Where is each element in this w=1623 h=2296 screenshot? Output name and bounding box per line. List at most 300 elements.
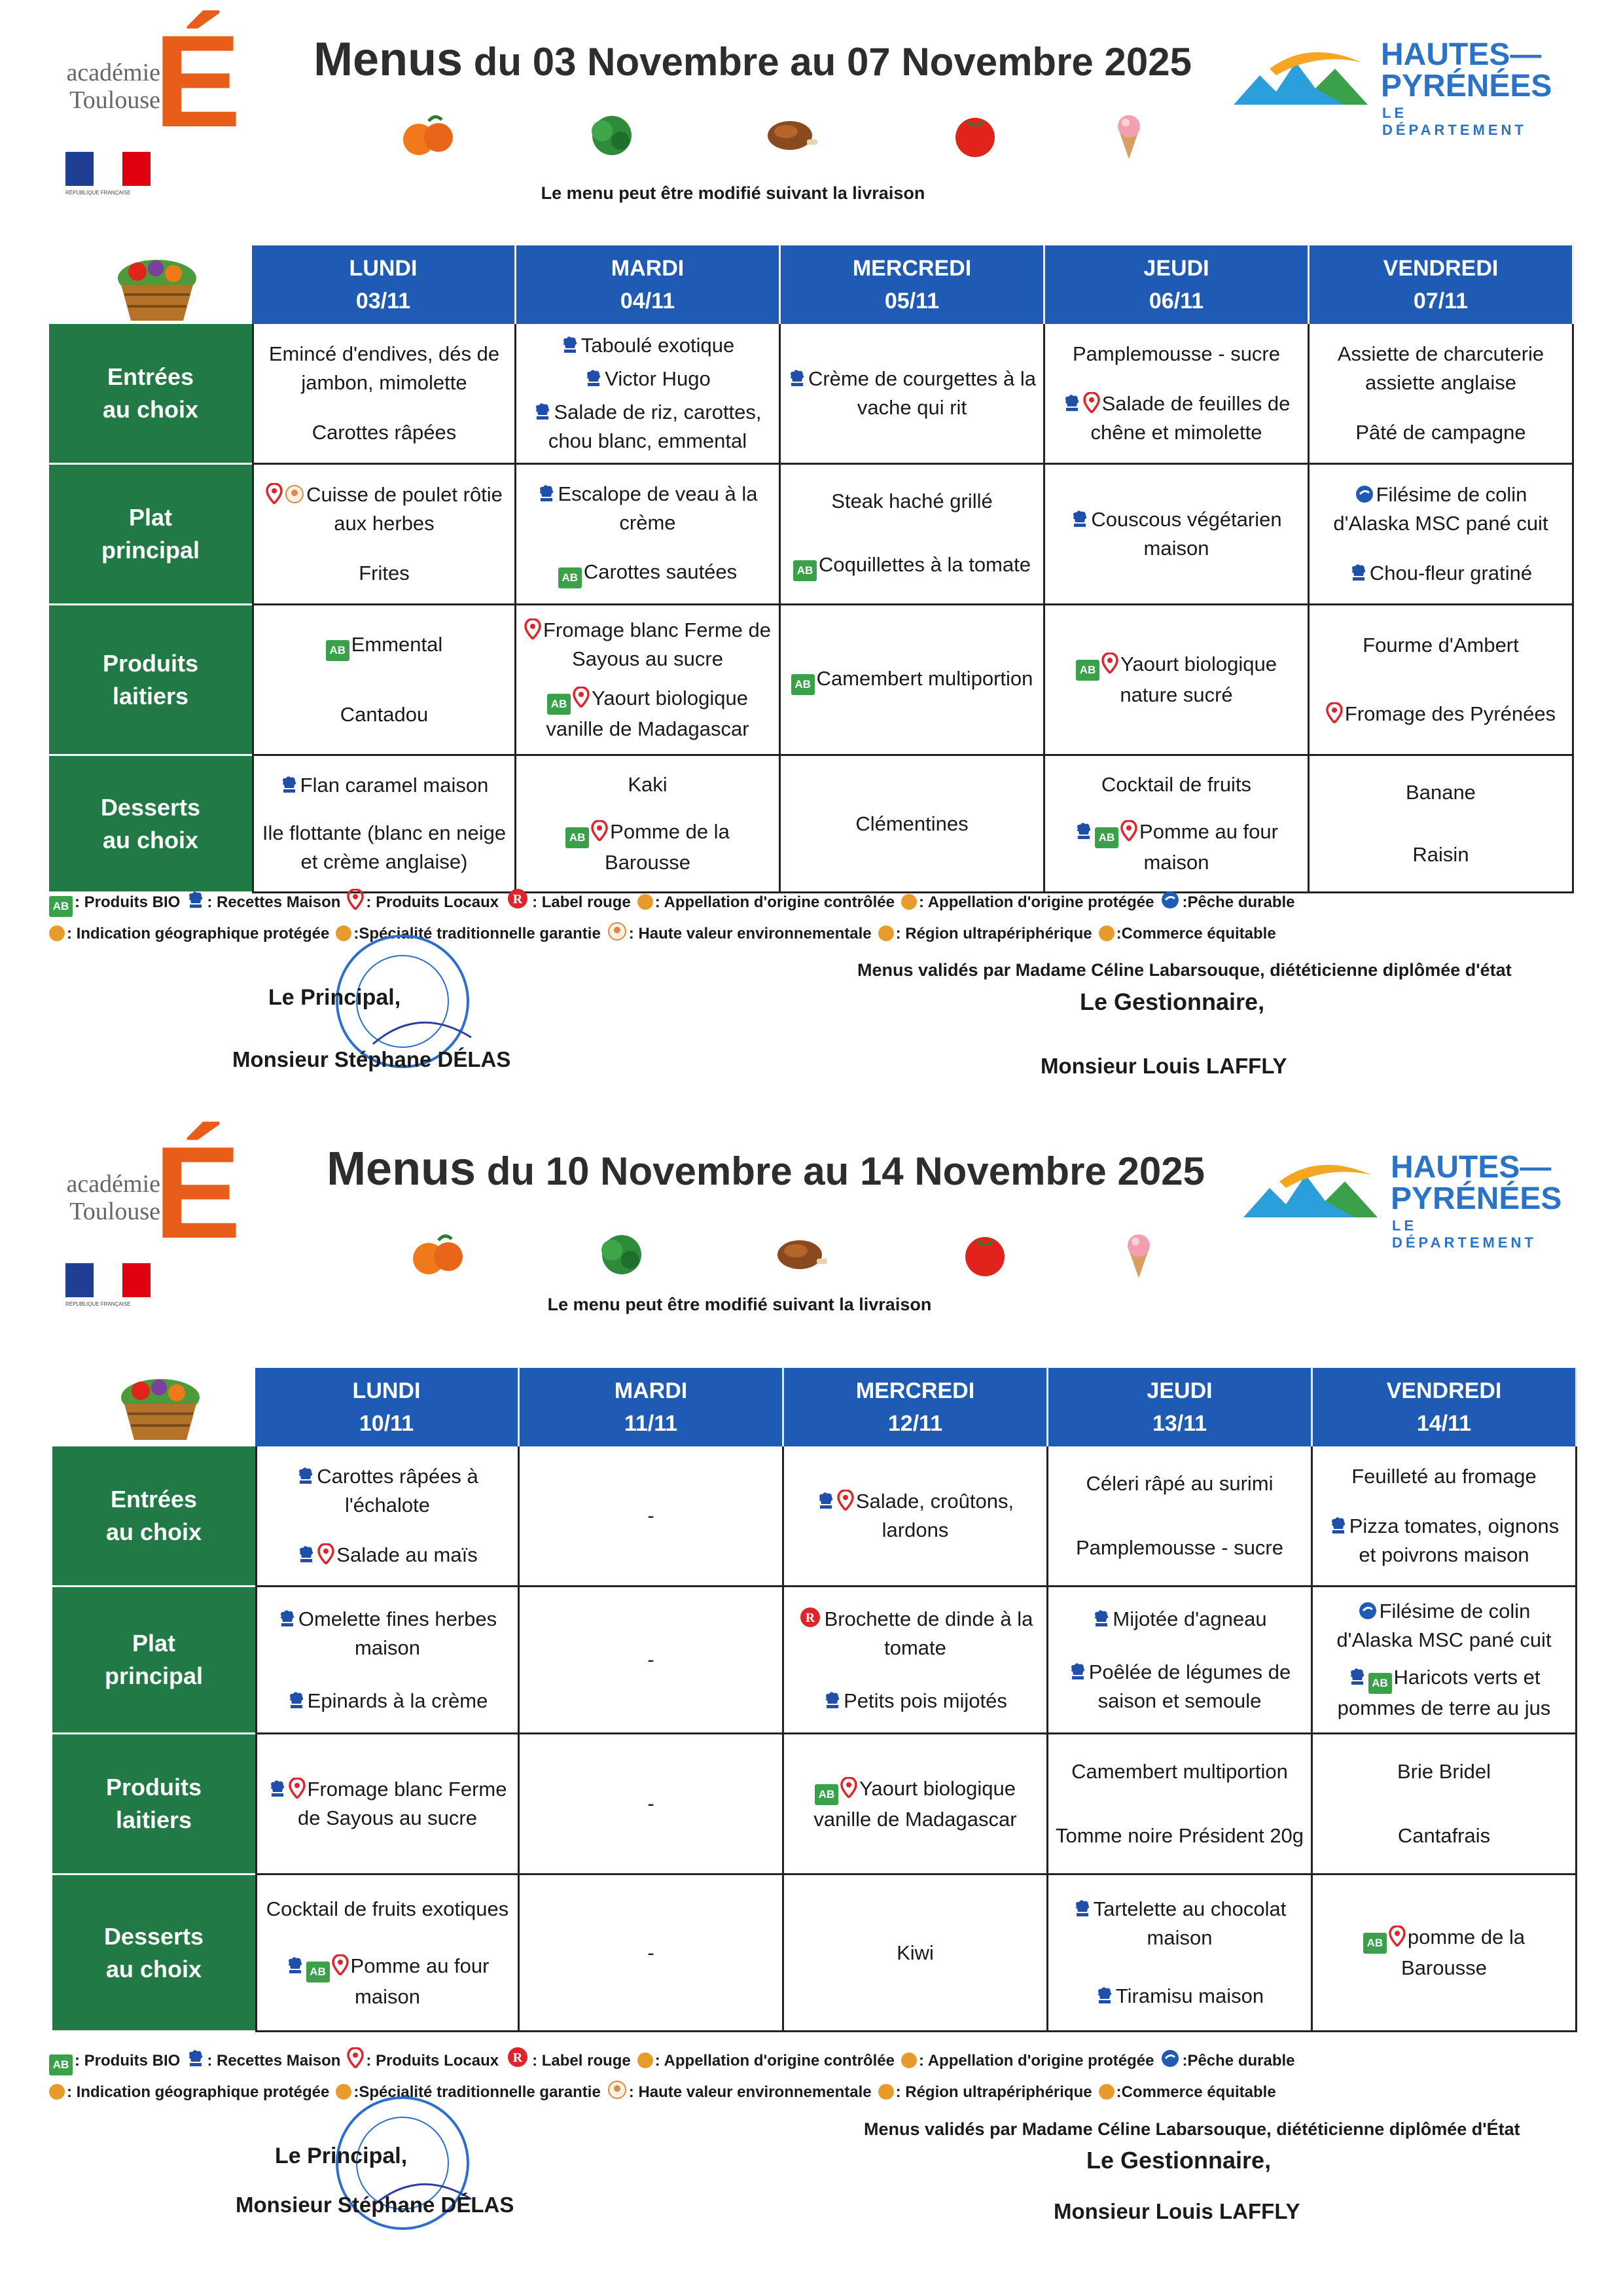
- menu-item-text: Carottes sautées: [583, 560, 738, 583]
- row-label-line: au choix: [102, 826, 199, 853]
- legend-text: :Commerce équitable: [1116, 2083, 1276, 2101]
- row-label-line: laitiers: [115, 1806, 192, 1833]
- day-date: 12/11: [887, 1411, 943, 1436]
- day-name: JEUDI: [1143, 256, 1209, 281]
- hve-icon: [285, 484, 304, 504]
- tomato-icon: [955, 1227, 1014, 1280]
- menu-row-desserts: [52, 1875, 1577, 2032]
- menu-item-text: Tiramisu maison: [1115, 1984, 1264, 2007]
- day-name: MARDI: [614, 1378, 688, 1403]
- menu-item: [1055, 1534, 1304, 1562]
- menu-item: [787, 550, 1037, 581]
- menu-item-text: Flan caramel maison: [300, 773, 489, 797]
- bio-label-icon: AB: [326, 640, 349, 661]
- menu-item-text: Haricots verts et pommes de terre au jus: [1337, 1666, 1551, 1720]
- legend-text: : Appellation d'origine protégée: [918, 893, 1154, 911]
- menu-item-text: Camembert multiportion: [816, 667, 1033, 690]
- menu-item-text: Tartelette au chocolat maison: [1093, 1897, 1287, 1950]
- menu-item: [1052, 340, 1301, 368]
- menu-item: [1055, 1757, 1304, 1786]
- homemade-chef-hat-icon: [788, 368, 806, 388]
- week-1: [0, 0, 1623, 1113]
- menu-item-text: Filésime de colin d'Alaska MSC pané cuit: [1336, 1599, 1552, 1651]
- menu-cell: [784, 1587, 1048, 1734]
- menu-item: [523, 331, 772, 360]
- row-label-line: Produits: [102, 649, 198, 677]
- legend-item-aoc: [637, 2052, 895, 2070]
- row-label-line: laitiers: [112, 682, 189, 709]
- legend-text: :Pêche durable: [1182, 893, 1295, 911]
- week-2: [0, 1113, 1623, 2225]
- menu-item-text: Kiwi: [897, 1941, 934, 1964]
- homemade-chef-hat-icon: [817, 1491, 835, 1511]
- validation-note: Menus validés par Madame Céline Labarsouque, diététicienne diplômée d'État: [864, 2119, 1520, 2139]
- local-product-pin-icon: [840, 1777, 857, 1798]
- local-product-pin-icon: [289, 1778, 306, 1799]
- menu-cell: [784, 1734, 1048, 1875]
- hve-icon: [607, 2080, 627, 2100]
- label-rouge-icon: [505, 888, 530, 910]
- menu-cell: [252, 605, 516, 756]
- day-header: [1045, 245, 1310, 324]
- day-name: VENDREDI: [1383, 256, 1499, 281]
- menu-cell: [781, 756, 1045, 893]
- legend-text: : Produits Locaux: [366, 893, 499, 911]
- legend: [49, 2045, 1574, 2108]
- menu-item-text: Yaourt biologique vanille de Madagascar: [546, 687, 749, 740]
- day-name: LUNDI: [352, 1378, 421, 1403]
- day-header: [516, 245, 781, 324]
- menu-item-text: Céleri râpé au surimi: [1086, 1472, 1274, 1495]
- day-date: 06/11: [1149, 289, 1204, 314]
- menu-item-text: Carottes râpées: [312, 421, 457, 444]
- menu-item: [260, 559, 508, 588]
- menu-item-text: Epinards à la crème: [307, 1689, 488, 1712]
- day-name: LUNDI: [349, 256, 418, 281]
- menu-item-text: Chou-fleur gratiné: [1369, 562, 1533, 584]
- label-badge-icon: [901, 894, 917, 910]
- sustainable-fishing-icon: [1358, 1601, 1378, 1621]
- menu-item-text: Brie Bridel: [1397, 1760, 1491, 1783]
- label-badge-icon: [878, 2084, 894, 2100]
- day-header: [520, 1368, 784, 1446]
- menu-cell: [252, 465, 516, 605]
- legend-item-aoc: [637, 893, 895, 911]
- bio-label-icon: AB: [791, 674, 815, 695]
- menu-item: [260, 630, 508, 661]
- vegetable-basket-icon: [111, 249, 203, 324]
- row-label: [52, 1446, 255, 1587]
- day-date: 03/11: [355, 289, 411, 314]
- menu-item-text: Pizza tomates, oignons et poivrons maison: [1349, 1515, 1560, 1566]
- bio-label-icon: AB: [815, 1784, 838, 1805]
- bio-label-icon: AB: [1095, 827, 1118, 848]
- bio-label-icon: AB: [1368, 1673, 1392, 1694]
- menu-cell: [1310, 756, 1574, 893]
- menu-item-text: Pamplemousse - sucre: [1072, 342, 1280, 365]
- legend-text: : Label rouge: [532, 893, 631, 911]
- menu-item: [526, 1501, 776, 1530]
- legend-item-bio: [49, 2052, 180, 2070]
- menu-item-text: Salade de feuilles de chêne et mimolette: [1090, 392, 1291, 444]
- day-header: [781, 245, 1045, 324]
- menu-cell: [252, 324, 516, 465]
- menu-item-text: Pamplemousse - sucre: [1075, 1536, 1283, 1559]
- local-product-pin-icon: [1101, 653, 1118, 673]
- row-label: [52, 1587, 255, 1734]
- legend-item-label_rouge: [505, 2052, 631, 2070]
- homemade-chef-hat-icon: [561, 335, 579, 355]
- menu-cell: [1313, 1875, 1577, 2032]
- day-header: [1313, 1368, 1577, 1446]
- republique-francaise-logo: RÉPUBLIQUE FRANÇAISE: [65, 152, 151, 207]
- menu-item-text: Salade de riz, carottes, chou blanc, emmental: [548, 400, 762, 452]
- hautes-pyrenees-logo: HAUTES— PYRÉNÉES LE DÉPARTEMENT: [1230, 39, 1531, 124]
- local-product-pin-icon: [837, 1490, 854, 1511]
- menu-item-text: Crème de courgettes à la vache qui rit: [808, 367, 1037, 419]
- bio-label-icon: AB: [1076, 660, 1099, 681]
- day-date: 13/11: [1152, 1411, 1207, 1436]
- menu-item: [526, 1939, 776, 1967]
- tomato-icon: [946, 108, 1005, 160]
- orange-icon: [399, 108, 458, 160]
- menu-cell: [1045, 605, 1310, 756]
- menu-cell: [516, 756, 781, 893]
- menu-item: [1319, 1462, 1569, 1491]
- menu-item: [264, 1952, 511, 2011]
- menu-row-entrees: [49, 324, 1574, 465]
- menu-item-text: Raisin: [1412, 843, 1469, 867]
- label-badge-icon: [637, 2053, 653, 2068]
- menu-item-text: Filésime de colin d'Alaska MSC pané cuit: [1333, 483, 1548, 535]
- legend-text: : Haute valeur environnementale: [628, 925, 872, 942]
- menu-item: [1319, 1757, 1569, 1786]
- row-label: [49, 605, 252, 756]
- homemade-chef-hat-icon: [1071, 509, 1089, 529]
- menu-item: [523, 365, 772, 393]
- menu-cell: [255, 1587, 520, 1734]
- menu-item: [1052, 389, 1301, 447]
- homemade-chef-hat-icon: [1329, 1516, 1347, 1535]
- page-title: Menus du 03 Novembre au 07 Novembre 2025: [313, 33, 1192, 86]
- day-header: [1310, 245, 1574, 324]
- menu-cell: [520, 1875, 784, 2032]
- row-label-line: Entrées: [107, 363, 194, 390]
- label-badge-icon: [49, 925, 65, 941]
- menu-item: [1055, 1469, 1304, 1498]
- menu-cell: [255, 1446, 520, 1587]
- menu-item: [523, 398, 772, 456]
- menu-cell: [781, 324, 1045, 465]
- homemade-chef-hat-icon: [1348, 1667, 1366, 1687]
- menu-row-entrees: [52, 1446, 1577, 1587]
- gestionnaire-title: Le Gestionnaire,: [1080, 988, 1265, 1015]
- menu-item: [1055, 1605, 1304, 1634]
- bio-label-icon: AB: [306, 1962, 330, 1982]
- legend-item-maison: [187, 893, 340, 911]
- legend-text: :Spécialité traditionnelle garantie: [353, 925, 601, 942]
- menu-item-text: Pomme au four maison: [1139, 820, 1278, 874]
- row-label: [49, 756, 252, 893]
- menu-item: [1319, 1512, 1569, 1570]
- menu-item: [1055, 1658, 1304, 1715]
- day-name: MARDI: [611, 256, 685, 281]
- local-product-pin-icon: [591, 820, 608, 841]
- day-date: 11/11: [624, 1411, 678, 1436]
- principal-title: Le Principal,: [275, 2144, 408, 2168]
- legend-item-hve: [607, 925, 872, 942]
- hve-icon: [607, 922, 627, 941]
- menu-row-plat: [49, 465, 1574, 605]
- sustainable-fishing-icon: [1160, 2049, 1180, 2068]
- row-label-line: au choix: [105, 1518, 202, 1545]
- menu-cell: [516, 605, 781, 756]
- label-badge-icon: [878, 925, 894, 941]
- menu-row-laitiers: [49, 605, 1574, 756]
- homemade-chef-hat-icon: [1073, 1899, 1092, 1918]
- menu-item: [1319, 1597, 1569, 1655]
- row-label: [49, 465, 252, 605]
- menu-item: [1055, 1982, 1304, 2011]
- menu-item-text: Clémentines: [855, 812, 969, 835]
- legend-item-maison: [187, 2052, 340, 2070]
- row-label: [49, 324, 252, 465]
- menu-item-text: Pomme au four maison: [350, 1954, 490, 2008]
- menu-cell: [781, 605, 1045, 756]
- label-badge-icon: [637, 894, 653, 910]
- homemade-chef-hat-icon: [278, 1609, 296, 1628]
- menu-item: [1052, 817, 1301, 877]
- day-date: 04/11: [620, 289, 675, 314]
- legend-item-peche: [1160, 893, 1294, 911]
- bio-label-icon: AB: [49, 896, 73, 917]
- row-label-line: Produits: [105, 1774, 202, 1801]
- legend-text: : Indication géographique protégée: [67, 925, 330, 942]
- local-product-pin-icon: [1120, 820, 1137, 841]
- legend-text: : Appellation d'origine contrôlée: [654, 2052, 895, 2070]
- legend-text: : Label rouge: [532, 2052, 631, 2070]
- menu-item: [791, 1687, 1040, 1715]
- menu-item-text: Coquillettes à la tomate: [819, 552, 1031, 576]
- roast-chicken-icon: [772, 1227, 831, 1280]
- menu-cell: [520, 1734, 784, 1875]
- ice-cream-icon: [1099, 108, 1158, 160]
- day-date: 14/11: [1416, 1411, 1472, 1436]
- legend-item-rup: [878, 2083, 1092, 2101]
- menu-item: [1319, 1923, 1569, 1982]
- menu-item: [1316, 559, 1565, 588]
- food-icons: [409, 1227, 1149, 1286]
- subtitle: Le menu peut être modifié suivant la livraison: [547, 1295, 932, 1314]
- homemade-chef-hat-icon: [296, 1466, 315, 1486]
- homemade-chef-hat-icon: [268, 1779, 287, 1799]
- menu-item: [791, 1605, 1040, 1662]
- menu-item: [260, 700, 508, 729]
- subtitle: Le menu peut être modifié suivant la livraison: [541, 183, 925, 203]
- legend-item-label_rouge: [505, 893, 631, 911]
- menu-item: [1052, 505, 1301, 563]
- menu-item: [526, 1789, 776, 1818]
- label-badge-icon: [1099, 925, 1115, 941]
- menu-item: [260, 480, 508, 538]
- menu-item-text: Emmental: [351, 633, 443, 656]
- menu-item-text: Brochette de dinde à la tomate: [824, 1607, 1033, 1659]
- menu-item: [791, 1487, 1040, 1545]
- legend-text: : Appellation d'origine contrôlée: [654, 893, 895, 911]
- legend-item-peche: [1160, 2052, 1294, 2070]
- menu-cell: [784, 1875, 1048, 2032]
- menu-row-plat: [52, 1587, 1577, 1734]
- menu-item-text: Yaourt biologique nature sucré: [1120, 653, 1277, 706]
- lettuce-icon: [592, 1227, 651, 1280]
- homemade-chef-hat-icon: [287, 1691, 306, 1710]
- row-label-line: Plat: [128, 504, 173, 531]
- bio-label-icon: AB: [1363, 1933, 1387, 1954]
- menu-item-text: Cocktail de fruits exotiques: [266, 1897, 509, 1920]
- legend-text: : Recettes Maison: [207, 2052, 341, 2070]
- local-product-pin-icon: [347, 889, 364, 910]
- homemade-chef-hat-icon: [537, 484, 556, 503]
- day-header: [1048, 1368, 1313, 1446]
- legend-text: : Produits BIO: [75, 2052, 181, 2070]
- legend-item-equitable: [1099, 925, 1276, 942]
- menu-cell: [1313, 1734, 1577, 1875]
- menu-item-text: Omelette fines herbes maison: [298, 1607, 497, 1659]
- row-label-line: Entrées: [110, 1486, 198, 1513]
- menu-item: [264, 1605, 511, 1662]
- legend-item-bio: [49, 893, 180, 911]
- legend-text: :Commerce équitable: [1116, 925, 1276, 942]
- menu-item-text: Frites: [359, 562, 410, 584]
- homemade-chef-hat-icon: [187, 2049, 205, 2068]
- menu-item: [264, 1687, 511, 1715]
- row-label-line: Desserts: [100, 793, 201, 821]
- menu-item-text: Kaki: [628, 773, 668, 796]
- menu-item: [1316, 700, 1565, 728]
- legend-item-locaux: [347, 893, 499, 911]
- menu-cell: [1045, 756, 1310, 893]
- homemade-chef-hat-icon: [187, 890, 205, 910]
- menu-item: [1052, 770, 1301, 799]
- menu-item-text: Ile flottante (blanc en neige et crème anglaise): [262, 821, 507, 874]
- menu-item: [260, 819, 508, 876]
- menu-cell: [1048, 1446, 1313, 1587]
- bio-label-icon: AB: [793, 560, 817, 581]
- row-label-line: principal: [104, 1662, 204, 1689]
- menu-cell: [1310, 324, 1574, 465]
- gestionnaire-title: Le Gestionnaire,: [1086, 2147, 1272, 2174]
- menu-cell: [255, 1734, 520, 1875]
- menu-cell: [1048, 1875, 1313, 2032]
- menu-item: [1319, 1663, 1569, 1723]
- menu-item: [526, 1645, 776, 1674]
- bio-label-icon: AB: [49, 2054, 73, 2075]
- menu-item: [1316, 840, 1565, 869]
- local-product-pin-icon: [573, 687, 590, 708]
- day-date: 05/11: [884, 289, 940, 314]
- legend-item-equitable: [1099, 2083, 1276, 2101]
- day-name: VENDREDI: [1386, 1378, 1502, 1403]
- homemade-chef-hat-icon: [533, 402, 552, 422]
- local-product-pin-icon: [266, 483, 283, 504]
- day-name: MERCREDI: [852, 256, 972, 281]
- legend-item-locaux: [347, 2052, 499, 2070]
- menu-item: [787, 810, 1037, 838]
- menu-item-text: Camembert multiportion: [1071, 1760, 1288, 1783]
- menu-item: [523, 616, 772, 673]
- menu-item-text: Poêlée de légumes de saison et semoule: [1088, 1660, 1291, 1712]
- row-label-line: principal: [101, 537, 200, 564]
- menu-cell: [1048, 1587, 1313, 1734]
- day-header-row: [252, 245, 1574, 324]
- menu-cell: [1310, 465, 1574, 605]
- academie-toulouse-logo: académie Toulouse É: [66, 9, 241, 154]
- legend-text: : Région ultrapériphérique: [895, 2083, 1092, 2101]
- menu-item-text: Fromage blanc Ferme de Sayous au sucre: [543, 619, 772, 670]
- menu-item-text: Assiette de charcuterie assiette anglaise: [1337, 342, 1544, 394]
- menu-item: [260, 771, 508, 800]
- legend-text: : Haute valeur environnementale: [628, 2083, 872, 2101]
- local-product-pin-icon: [1083, 392, 1100, 413]
- label-badge-icon: [901, 2053, 917, 2068]
- legend-item-igp: [49, 925, 329, 942]
- menu-cell: [520, 1446, 784, 1587]
- local-product-pin-icon: [524, 619, 541, 639]
- homemade-chef-hat-icon: [1349, 563, 1368, 583]
- legend-item-igp: [49, 2083, 329, 2101]
- menu-item: [1316, 631, 1565, 660]
- menu-item: [523, 770, 772, 799]
- legend-text: : Recettes Maison: [207, 893, 341, 911]
- menu-item: [523, 558, 772, 588]
- menu-item: [264, 1895, 511, 1924]
- menu-item: [1316, 778, 1565, 807]
- legend-text: : Appellation d'origine protégée: [918, 2052, 1154, 2070]
- principal-title: Le Principal,: [268, 985, 401, 1010]
- row-label-line: Plat: [132, 1630, 176, 1657]
- orange-icon: [409, 1227, 468, 1280]
- menu-item: [791, 1939, 1040, 1967]
- menu-item-text: Yaourt biologique vanille de Madagascar: [813, 1776, 1017, 1831]
- principal-name: Monsieur Stéphane DÉLAS: [236, 2193, 514, 2217]
- menu-item-text: Emincé d'endives, dés de jambon, mimolette: [268, 342, 500, 394]
- sustainable-fishing-icon: [1160, 890, 1180, 910]
- menu-item: [260, 418, 508, 447]
- hautes-pyrenees-logo: HAUTES— PYRÉNÉES LE DÉPARTEMENT: [1240, 1152, 1541, 1237]
- menu-item-text: Fromage des Pyrénées: [1344, 702, 1556, 726]
- menu-cell: [516, 465, 781, 605]
- menu-item: [260, 340, 508, 397]
- menu-item-text: Victor Hugo: [605, 367, 711, 390]
- menu-cell: [781, 465, 1045, 605]
- menu-cell: [784, 1446, 1048, 1587]
- row-label-line: au choix: [105, 1955, 202, 1982]
- menu-item-text: Banane: [1406, 780, 1476, 804]
- menu-item-text: pomme de la Barousse: [1401, 1926, 1525, 1979]
- menu-item: [264, 1462, 511, 1520]
- lettuce-icon: [582, 108, 641, 160]
- homemade-chef-hat-icon: [1075, 821, 1093, 841]
- row-label: [52, 1734, 255, 1875]
- homemade-chef-hat-icon: [823, 1691, 842, 1710]
- menu-item-text: Pomme de la Barousse: [605, 820, 730, 874]
- menu-item: [1052, 650, 1301, 709]
- menu-item-text: Cantafrais: [1397, 1824, 1491, 1847]
- legend-item-aop: [901, 2052, 1154, 2070]
- day-header: [784, 1368, 1048, 1446]
- gestionnaire-name: Monsieur Louis LAFFLY: [1041, 1054, 1287, 1078]
- menu-item: [787, 487, 1037, 516]
